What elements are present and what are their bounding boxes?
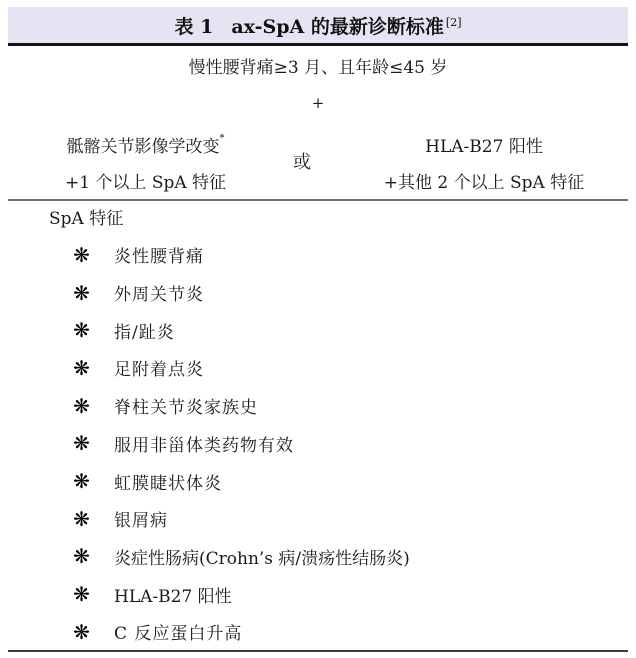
reference-marker[interactable]: [2] [445, 15, 462, 29]
feature-label: 炎性腰背痛 [114, 247, 204, 268]
asterisk-bullet-icon: ❋ [73, 544, 91, 569]
feature-label: 虹膜睫状体炎 [114, 473, 222, 494]
asterisk-bullet-icon: ❋ [73, 619, 91, 644]
bottom-rule [8, 650, 628, 652]
left-criterion-text: 骶髂关节影像学改变 [66, 137, 220, 157]
features-heading: SpA 特征 [49, 209, 124, 229]
feature-label: HLA-B27 阳性 [114, 586, 232, 607]
asterisk-bullet-icon: ❋ [73, 582, 91, 607]
entry-condition: 慢性腰背痛≥3 月、且年龄≤45 岁 [188, 58, 448, 78]
plus-sign: + [311, 94, 325, 112]
asterisk-bullet-icon: ❋ [73, 431, 91, 456]
asterisk-bullet-icon: ❋ [73, 242, 91, 267]
right-criterion-line1: HLA-B27 阳性 [425, 137, 543, 157]
feature-label: 银屑病 [114, 511, 168, 532]
feature-label: 服用非甾体类药物有效 [114, 435, 294, 456]
footnote-mark: * [219, 133, 225, 145]
table-number: 表 1 [174, 15, 214, 38]
asterisk-bullet-icon: ❋ [73, 506, 91, 531]
feature-label: 炎症性肠病(Crohn’s 病/溃疡性结肠炎) [114, 548, 410, 569]
left-criterion-line2: +1 个以上 SpA 特征 [64, 173, 227, 193]
asterisk-bullet-icon: ❋ [73, 318, 91, 343]
feature-label: C 反应蛋白升高 [114, 624, 243, 645]
left-criterion-line1 [8, 132, 283, 157]
right-criterion-line2: +其他 2 个以上 SpA 特征 [383, 173, 585, 193]
asterisk-bullet-icon: ❋ [73, 355, 91, 380]
feature-label: 指/趾炎 [114, 322, 175, 343]
table-title [8, 7, 628, 43]
feature-label: 外周关节炎 [114, 285, 204, 306]
top-rule [8, 43, 628, 46]
table-title-text: ax-SpA 的最新诊断标准 [231, 15, 444, 38]
feature-label: 足附着点炎 [114, 360, 204, 381]
feature-label: 脊柱关节炎家族史 [114, 398, 258, 419]
asterisk-bullet-icon: ❋ [73, 469, 91, 494]
middle-rule [8, 199, 628, 201]
or-connector: 或 [293, 152, 311, 173]
asterisk-bullet-icon: ❋ [73, 393, 91, 418]
asterisk-bullet-icon: ❋ [73, 280, 91, 305]
